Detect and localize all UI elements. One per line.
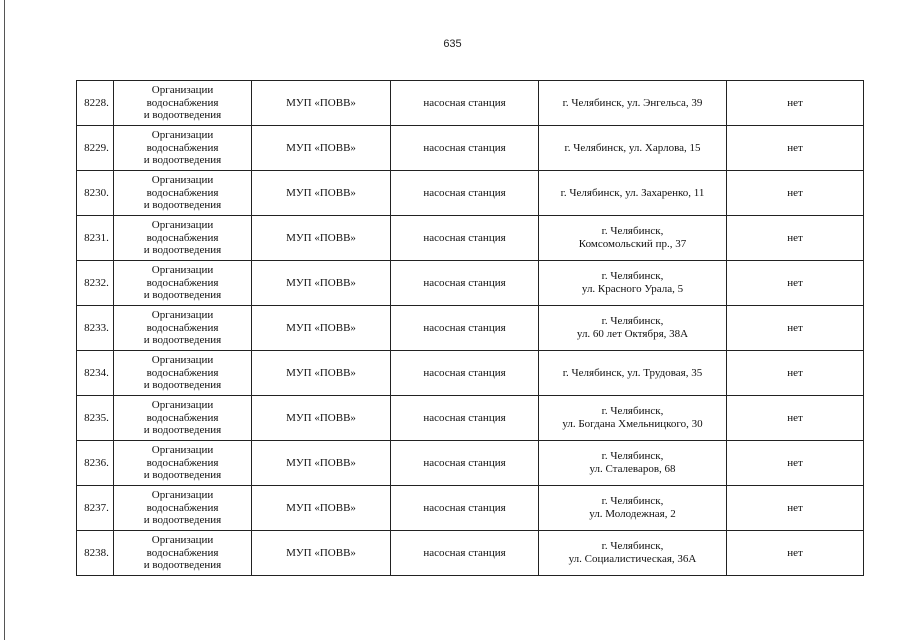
flag-value: нет [787,456,803,469]
page-left-edge [4,0,5,640]
row-number: 8238. [84,546,109,559]
object-type: насосная станция [423,366,506,379]
row-number-cell [77,396,114,441]
flag-value: нет [787,276,803,289]
flag-value: нет [787,366,803,379]
entity-name: МУП «ПОВВ» [286,96,356,109]
organization-type-line: и водоотведения [143,559,222,572]
table-row [77,81,864,126]
flag-value: нет [787,231,803,244]
flag-value: нет [787,411,803,424]
flag-cell [727,441,864,486]
address-cell [539,351,727,396]
organization-type-cell [114,396,252,441]
organization-type-cell [114,216,252,261]
entity-cell [252,126,391,171]
address-cell [539,306,727,351]
object-type: насосная станция [423,141,506,154]
address-cell [539,171,727,216]
address-line: г. Челябинск, [601,270,664,282]
registry-table [76,80,864,576]
flag-cell [727,81,864,126]
organization-type-cell [114,171,252,216]
address-line: ул. Молодежная, 2 [589,508,676,520]
organization-type-line: Организации [151,399,214,412]
row-number: 8231. [84,231,109,244]
address-line: г. Челябинск, ул. Захаренко, 11 [560,186,705,199]
address-line: г. Челябинск, [601,495,664,507]
object-cell [391,171,539,216]
address-line: ул. 60 лет Октября, 38А [576,328,689,340]
object-cell [391,486,539,531]
table-row [77,441,864,486]
object-type: насосная станция [423,546,506,559]
flag-value: нет [787,501,803,514]
organization-type-cell [114,261,252,306]
table-row [77,396,864,441]
entity-name: МУП «ПОВВ» [286,186,356,199]
organization-type-line: Организации [151,84,214,97]
flag-cell [727,216,864,261]
address-cell [539,216,727,261]
organization-type-line: Организации [151,129,214,142]
organization-type-line: и водоотведения [143,469,222,482]
organization-type-line: водоснабжения [146,501,219,514]
organization-type-line: водоснабжения [146,546,219,559]
address-line: г. Челябинск, [601,540,664,552]
object-cell [391,126,539,171]
address-line: г. Челябинск, ул. Энгельса, 39 [562,96,703,109]
address-cell [539,126,727,171]
entity-cell [252,306,391,351]
organization-type-line: Организации [151,264,214,277]
organization-type-line: водоснабжения [146,456,219,469]
address-line: Комсомольский пр., 37 [578,238,687,250]
flag-value: нет [787,96,803,109]
table-row [77,486,864,531]
object-type: насосная станция [423,231,506,244]
organization-type-line: водоснабжения [146,231,219,244]
entity-name: МУП «ПОВВ» [286,366,356,379]
object-cell [391,261,539,306]
flag-cell [727,306,864,351]
row-number: 8228. [84,96,109,109]
entity-cell [252,486,391,531]
object-cell [391,531,539,576]
organization-type-cell [114,351,252,396]
entity-name: МУП «ПОВВ» [286,501,356,514]
row-number: 8237. [84,501,109,514]
organization-type-line: водоснабжения [146,96,219,109]
organization-type-line: водоснабжения [146,186,219,199]
address-cell [539,441,727,486]
row-number: 8233. [84,321,109,334]
entity-name: МУП «ПОВВ» [286,456,356,469]
organization-type-line: водоснабжения [146,366,219,379]
flag-value: нет [787,141,803,154]
row-number-cell [77,81,114,126]
organization-type-line: Организации [151,174,214,187]
object-cell [391,396,539,441]
flag-value: нет [787,546,803,559]
address-cell [539,261,727,306]
address-line: г. Челябинск, ул. Трудовая, 35 [562,366,703,379]
row-number: 8235. [84,411,109,424]
entity-cell [252,531,391,576]
row-number: 8229. [84,141,109,154]
row-number-cell [77,351,114,396]
organization-type-line: и водоотведения [143,244,222,257]
page-number: 635 [443,38,462,50]
organization-type-cell [114,486,252,531]
address-line: г. Челябинск, [601,405,664,417]
object-type: насосная станция [423,501,506,514]
row-number-cell [77,126,114,171]
address-line: г. Челябинск, [601,225,664,237]
organization-type-cell [114,306,252,351]
object-type: насосная станция [423,96,506,109]
address-line: ул. Красного Урала, 5 [581,283,684,295]
object-type: насосная станция [423,411,506,424]
entity-cell [252,261,391,306]
organization-type-line: Организации [151,354,214,367]
flag-cell [727,531,864,576]
address-line: г. Челябинск, [601,315,664,327]
object-cell [391,81,539,126]
registry-table-body [77,81,864,576]
organization-type-line: Организации [151,534,214,547]
row-number-cell [77,171,114,216]
organization-type-line: водоснабжения [146,141,219,154]
row-number-cell [77,261,114,306]
entity-name: МУП «ПОВВ» [286,546,356,559]
entity-name: МУП «ПОВВ» [286,276,356,289]
entity-cell [252,171,391,216]
row-number-cell [77,441,114,486]
object-type: насосная станция [423,456,506,469]
organization-type-cell [114,126,252,171]
row-number-cell [77,306,114,351]
organization-type-line: и водоотведения [143,514,222,527]
organization-type-line: Организации [151,219,214,232]
row-number-cell [77,216,114,261]
flag-cell [727,126,864,171]
table-row [77,216,864,261]
organization-type-line: и водоотведения [143,199,222,212]
row-number-cell [77,531,114,576]
organization-type-line: водоснабжения [146,276,219,289]
organization-type-cell [114,531,252,576]
table-row [77,531,864,576]
flag-value: нет [787,186,803,199]
flag-cell [727,396,864,441]
entity-name: МУП «ПОВВ» [286,321,356,334]
object-cell [391,351,539,396]
organization-type-line: Организации [151,309,214,322]
address-line: г. Челябинск, [601,450,664,462]
organization-type-line: и водоотведения [143,379,222,392]
table-row [77,351,864,396]
row-number: 8232. [84,276,109,289]
address-line: ул. Социалистическая, 36А [568,553,697,565]
row-number-cell [77,486,114,531]
address-cell [539,81,727,126]
organization-type-line: Организации [151,444,214,457]
address-line: ул. Сталеваров, 68 [589,463,676,475]
address-cell [539,486,727,531]
row-number: 8234. [84,366,109,379]
object-cell [391,441,539,486]
object-type: насосная станция [423,321,506,334]
entity-cell [252,216,391,261]
entity-name: МУП «ПОВВ» [286,231,356,244]
row-number: 8230. [84,186,109,199]
address-line: г. Челябинск, ул. Харлова, 15 [564,141,701,154]
flag-cell [727,351,864,396]
object-type: насосная станция [423,276,506,289]
table-row [77,306,864,351]
organization-type-line: водоснабжения [146,321,219,334]
object-cell [391,216,539,261]
flag-cell [727,261,864,306]
object-cell [391,306,539,351]
row-number: 8236. [84,456,109,469]
address-cell [539,396,727,441]
organization-type-line: и водоотведения [143,289,222,302]
table-row [77,261,864,306]
organization-type-cell [114,81,252,126]
organization-type-line: и водоотведения [143,154,222,167]
flag-cell [727,486,864,531]
organization-type-line: Организации [151,489,214,502]
flag-value: нет [787,321,803,334]
flag-cell [727,171,864,216]
entity-cell [252,441,391,486]
table-row [77,126,864,171]
entity-name: МУП «ПОВВ» [286,411,356,424]
address-cell [539,531,727,576]
table-row [77,171,864,216]
entity-cell [252,396,391,441]
organization-type-line: и водоотведения [143,334,222,347]
organization-type-cell [114,441,252,486]
entity-cell [252,81,391,126]
address-line: ул. Богдана Хмельницкого, 30 [562,418,703,430]
organization-type-line: и водоотведения [143,424,222,437]
entity-name: МУП «ПОВВ» [286,141,356,154]
entity-cell [252,351,391,396]
organization-type-line: и водоотведения [143,109,222,122]
object-type: насосная станция [423,186,506,199]
organization-type-line: водоснабжения [146,411,219,424]
